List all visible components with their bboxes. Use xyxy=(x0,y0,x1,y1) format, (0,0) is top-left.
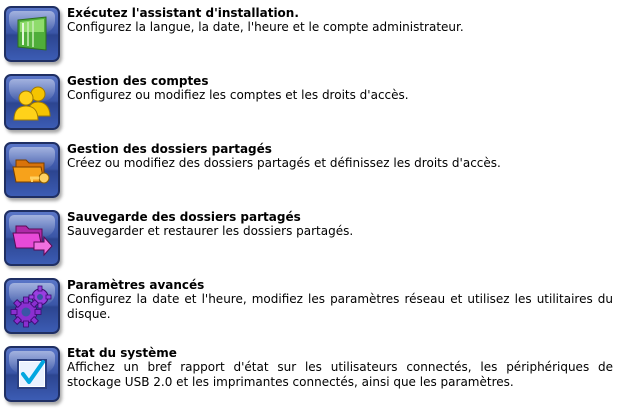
menu-item-description: Configurez la date et l'heure, modifiez les paramètres réseau et utilisez les utilitaires du disque. xyxy=(67,292,613,321)
menu-item-description: Sauvegarder et restaurer les dossiers partagés. xyxy=(67,224,354,238)
menu-item-text xyxy=(67,346,613,390)
menu-item-title[interactable]: Etat du système xyxy=(67,346,177,360)
menu-item-system-status[interactable] xyxy=(0,346,620,410)
menu-item-advanced-settings[interactable] xyxy=(0,278,620,342)
menu-item-accounts[interactable] xyxy=(0,74,620,138)
checkbox-icon[interactable] xyxy=(4,346,60,402)
menu-item-text xyxy=(67,142,613,171)
menu-item-text xyxy=(67,278,613,322)
menu-item-title[interactable]: Exécutez l'assistant d'installation. xyxy=(67,6,299,20)
menu-item-description: Affichez un bref rapport d'état sur les utilisateurs connectés, les périphériques de stockage USB 2.0 et les imprimantes connectés, ainsi que les paramètres. xyxy=(67,360,613,389)
menu-item-folder-backup[interactable] xyxy=(0,210,620,274)
installation-wizard-icon[interactable] xyxy=(4,6,60,62)
menu-item-description: Créez ou modifiez des dossiers partagés et définissez les droits d'accès. xyxy=(67,156,501,170)
menu-item-description: Configurez ou modifiez les comptes et les droits d'accès. xyxy=(67,88,409,102)
gears-icon[interactable] xyxy=(4,278,60,334)
menu-item-text xyxy=(67,74,613,103)
menu-item-shared-folders[interactable] xyxy=(0,142,620,206)
menu-item-description: Configurez la langue, la date, l'heure et le compte administrateur. xyxy=(67,20,464,34)
menu-item-text xyxy=(67,6,613,35)
menu-item-title[interactable]: Paramètres avancés xyxy=(67,278,205,292)
menu-item-title[interactable]: Gestion des dossiers partagés xyxy=(67,142,272,156)
folder-backup-icon[interactable] xyxy=(4,210,60,266)
users-icon[interactable] xyxy=(4,74,60,130)
menu-item-title[interactable]: Gestion des comptes xyxy=(67,74,209,88)
shared-folder-key-icon[interactable] xyxy=(4,142,60,198)
menu-item-text xyxy=(67,210,613,239)
menu-item-title[interactable]: Sauvegarde des dossiers partagés xyxy=(67,210,301,224)
menu-item-installation[interactable] xyxy=(0,6,620,70)
